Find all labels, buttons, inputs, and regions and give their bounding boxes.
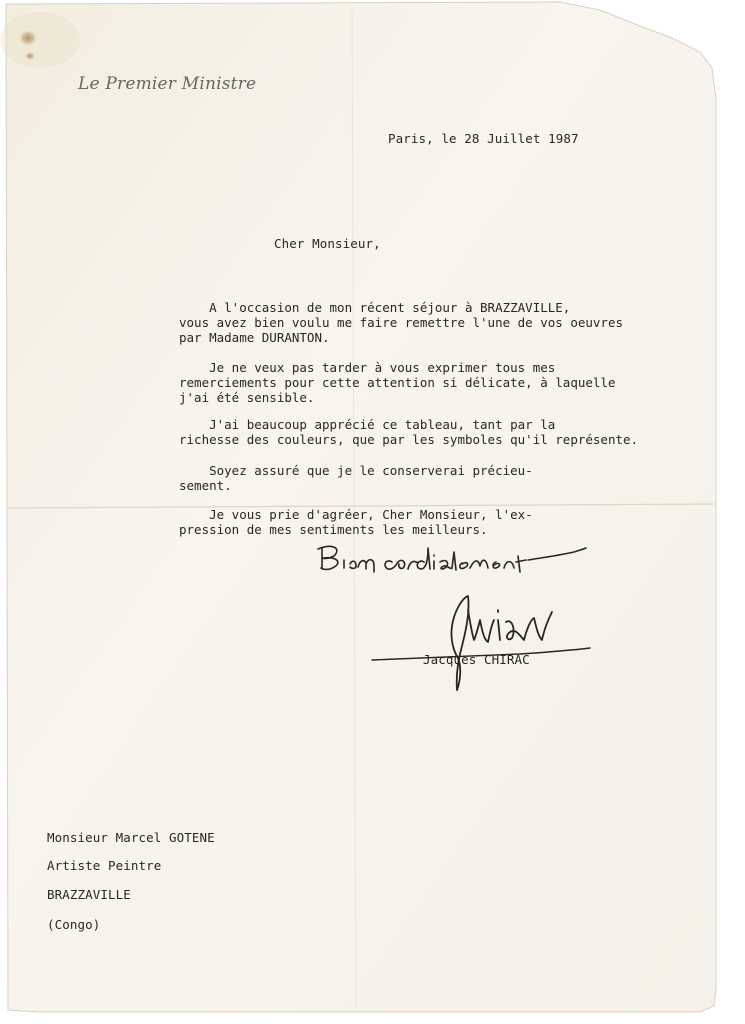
date-line: Paris, le 28 Juillet 1987 bbox=[388, 131, 579, 146]
salutation: Cher Monsieur, bbox=[274, 236, 381, 251]
body-line: Je vous prie d'agréer, Cher Monsieur, l'ex- bbox=[179, 507, 533, 522]
body-line: Je ne veux pas tarder à vous exprimer tous mes bbox=[179, 360, 556, 375]
body-line: par Madame DURANTON. bbox=[179, 330, 330, 345]
body-line: A l'occasion de mon récent séjour à BRAZZAVILLE, bbox=[179, 300, 571, 315]
body-line: j'ai été sensible. bbox=[179, 390, 315, 405]
body-line: sement. bbox=[179, 478, 232, 493]
body-line: richesse des couleurs, que par les symboles qu'il représente. bbox=[179, 432, 639, 447]
letter-body bbox=[179, 300, 719, 540]
recipient-title: Artiste Peintre bbox=[47, 858, 162, 873]
signature-name: Jacques CHIRAC bbox=[423, 652, 530, 667]
body-line: vous avez bien voulu me faire remettre l'une de vos oeuvres bbox=[179, 315, 624, 330]
recipient-city: BRAZZAVILLE bbox=[47, 887, 131, 902]
body-line: Soyez assuré que je le conserverai précieu- bbox=[179, 463, 533, 478]
body-line: J'ai beaucoup apprécié ce tableau, tant par la bbox=[179, 417, 556, 432]
recipient-name: Monsieur Marcel GOTENE bbox=[47, 830, 215, 845]
body-line: pression de mes sentiments les meilleurs. bbox=[179, 522, 488, 537]
stain-wash bbox=[0, 12, 80, 68]
letterhead: Le Premier Ministre bbox=[78, 74, 257, 94]
body-line: remerciements pour cette attention si délicate, à laquelle bbox=[179, 375, 616, 390]
recipient-country: (Congo) bbox=[47, 917, 101, 932]
